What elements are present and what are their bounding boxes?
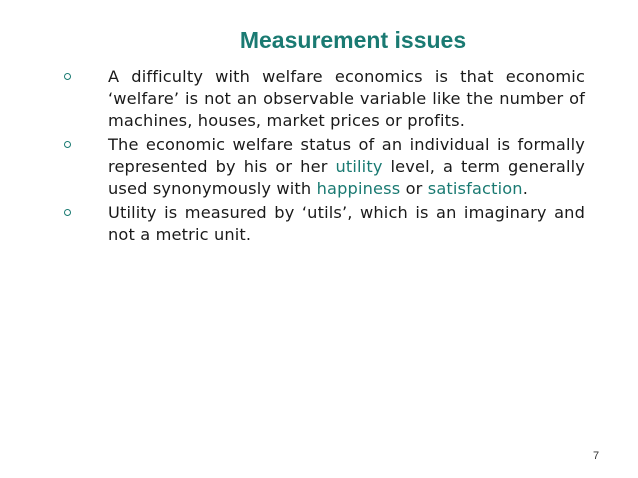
hollow-circle-bullet-icon [64, 209, 71, 216]
page-number: 7 [593, 450, 600, 462]
bullet-item [69, 202, 585, 246]
hollow-circle-bullet-icon [64, 141, 71, 148]
bullet-item [69, 134, 585, 200]
bullet-text: level, a term generally used synonymously with [108, 157, 585, 198]
slide-title: Measurement issues [239, 27, 467, 53]
highlighted-term-happiness: happiness [316, 179, 401, 198]
bullet-item [69, 66, 585, 132]
bullet-list [69, 66, 585, 248]
bullet-text: The economic welfare status of an individual is formally represented by his or her [108, 135, 585, 176]
bullet-text: or [400, 179, 428, 198]
hollow-circle-bullet-icon [64, 73, 71, 80]
bullet-text: A difficulty with welfare economics is that economic ‘welfare’ is not an observable variable like the number of machines, houses, market prices or profits. [108, 67, 585, 130]
highlighted-term-utility: utility [335, 157, 383, 176]
bullet-text: . [522, 179, 529, 198]
bullet-text: Utility is measured by ‘utils’, which is an imaginary and not a metric unit. [108, 203, 585, 244]
highlighted-term-satisfaction: satisfaction [427, 179, 523, 198]
